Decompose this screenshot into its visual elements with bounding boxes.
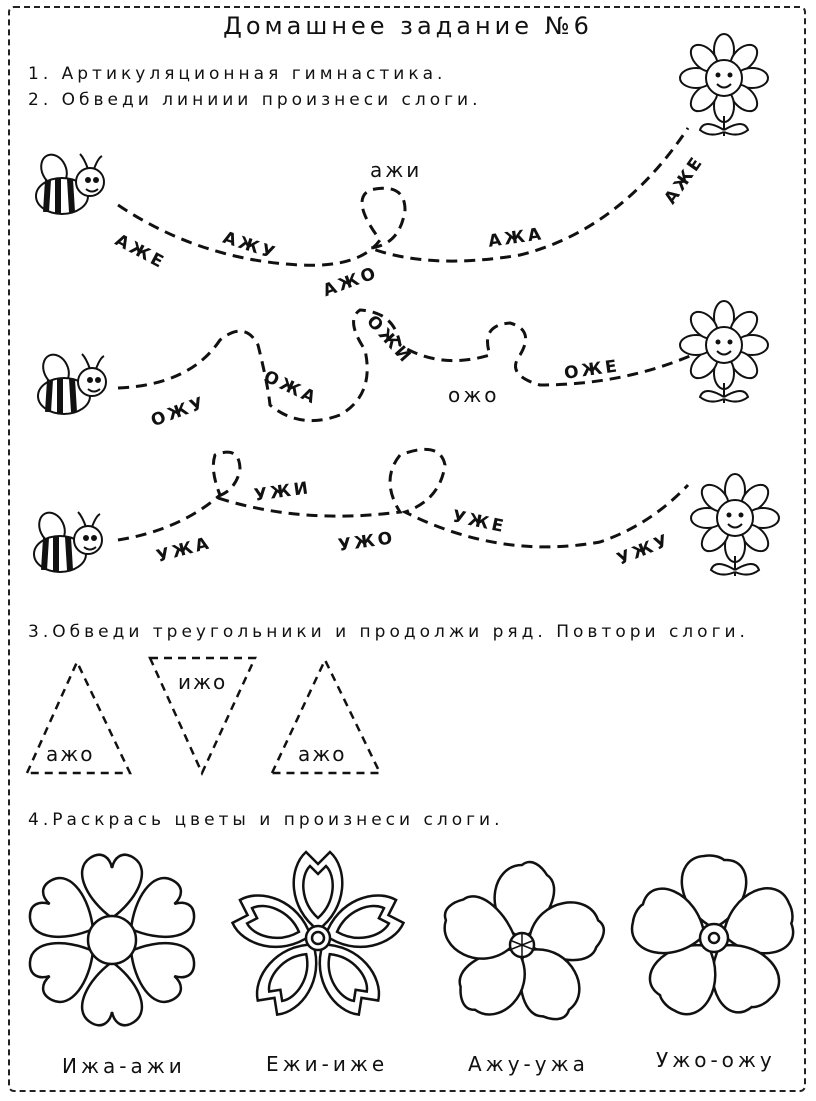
task-2: 2. Обведи линиии произнеси слоги.	[28, 90, 482, 110]
syllable: УЖУ	[614, 530, 674, 570]
syllable: ОЖЕ	[562, 356, 621, 384]
flower-4	[626, 855, 803, 1023]
daisy-icon	[680, 301, 768, 403]
daisy-icon	[691, 474, 779, 576]
flower-label: Ужо-ожу	[656, 1048, 776, 1072]
syllable: ожо	[448, 383, 500, 407]
page-title: Домашнее задание №6	[223, 12, 593, 40]
flower-label: Ежи-иже	[266, 1052, 389, 1076]
trace-path-1	[118, 128, 688, 265]
bee-icon	[36, 150, 104, 214]
task-3: 3.Обведи треугольники и продолжи ряд. Повтори слоги.	[28, 622, 749, 642]
flower-1	[23, 855, 201, 1026]
triangle-label: ижо	[178, 670, 228, 694]
syllable: УЖЕ	[450, 506, 509, 538]
syllable: УЖИ	[252, 478, 313, 506]
task-4: 4.Раскрась цветы и произнеси слоги.	[28, 810, 504, 830]
flower-2	[229, 852, 408, 1022]
bee-icon	[38, 350, 106, 414]
syllable: АЖУ	[220, 227, 280, 265]
syllable: УЖО	[336, 528, 397, 556]
flower-3	[435, 862, 611, 1031]
trace-path-3	[118, 449, 688, 547]
syllable: АЖЕ	[111, 230, 170, 274]
syllable: АЖО	[320, 262, 382, 302]
flower-label: Ажу-ужа	[468, 1052, 589, 1076]
triangle-label: ажо	[298, 742, 347, 766]
task-1: 1. Артикуляционная гимнастика.	[28, 64, 447, 84]
syllable: ОЖИ	[362, 311, 417, 369]
syllable: УЖА	[154, 533, 214, 567]
syllable: ажи	[370, 158, 423, 182]
syllable: АЖЕ	[660, 151, 709, 209]
bee-icon	[34, 508, 102, 572]
daisy-icon	[680, 34, 768, 136]
syllable: ОЖА	[260, 366, 321, 410]
syllable: ОЖУ	[148, 392, 210, 432]
triangle-label: ажо	[46, 742, 95, 766]
flower-label: Ижа-ажи	[62, 1054, 186, 1078]
syllable: АЖА	[486, 224, 546, 252]
